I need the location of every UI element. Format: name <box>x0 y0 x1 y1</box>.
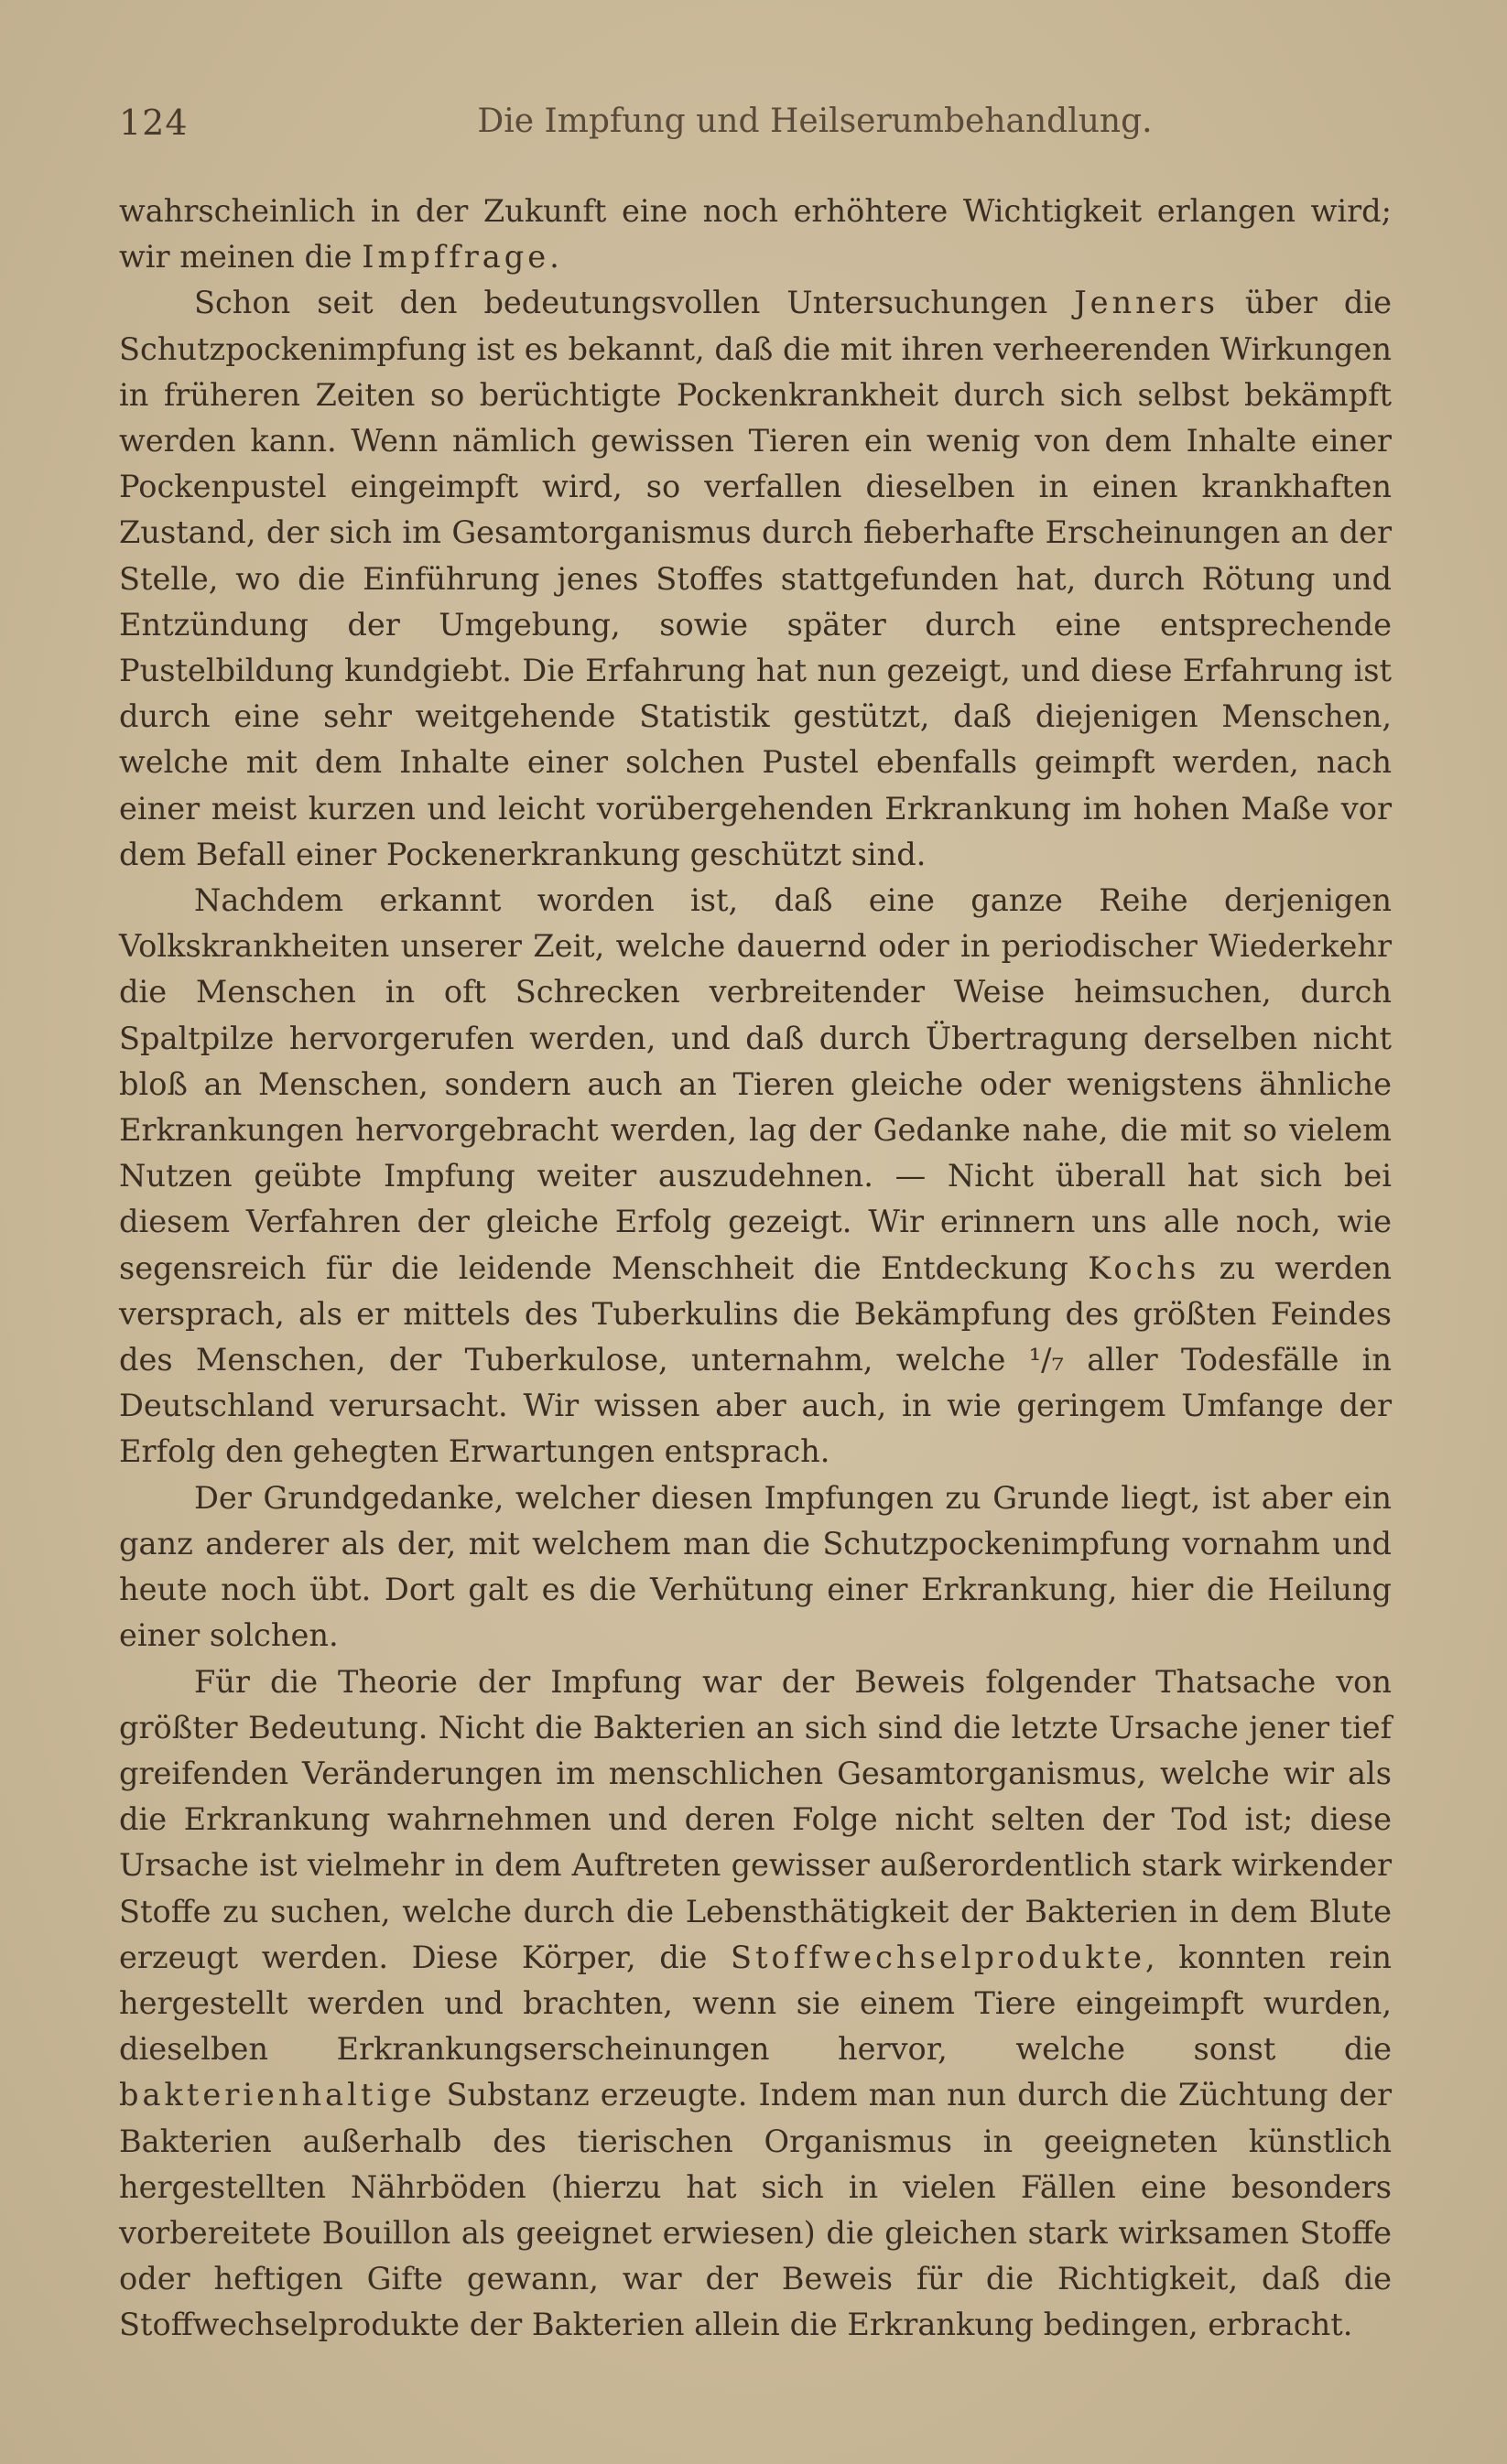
text-run: über die Schutzpockenimpfung ist es bekannt, daß die mit ihren verheerenden Wirkungen in früheren Zeiten so berüchtigte Pockenkrankheit durch sich selbst bekämpft werden kann. Wenn nämlich gewissen Tieren ein wenig von dem Inhalte einer Pockenpustel eingeimpft wird, so verfallen dieselben in einen krankhaften Zustand, der sich im Gesamtorganismus durch fieberhafte Erscheinungen an der Stelle, wo die Einführung jenes Stoffes stattgefunden hat, durch Rötung und Entzündung der Umgebung, sowie später durch eine entsprechende Pustelbildung kundgiebt. Die Erfahrung hat nun gezeigt, und diese Erfahrung ist durch eine sehr weitgehende Statistik gestützt, daß diejenigen Menschen, welche mit dem Inhalte einer solchen Pustel ebenfalls geimpft werden, nach einer meist kurzen und leicht vorübergehenden Erkrankung im hohen Maße vor dem Befall einer Pockenerkrankung geschützt sind. <box>119 285 1392 872</box>
page-number: 124 <box>119 103 189 143</box>
paragraph <box>119 1659 1392 2349</box>
text-run: Der Grundgedanke, welcher diesen Impfungen zu Grunde liegt, ist aber ein ganz anderer als der, mit welchem man die Schutzpockenimpfung vornahm und heute noch übt. Dort galt es die Verhütung einer Erkrankung, hier die Heilung einer solchen. <box>119 1479 1392 1654</box>
emphasized-text: Jenners <box>1074 285 1219 321</box>
paragraph <box>119 1475 1392 1659</box>
text-run: Schon seit den bedeutungsvollen Untersuchungen <box>194 285 1075 321</box>
paragraph <box>119 878 1392 1475</box>
text-run: wahrscheinlich in der Zukunft eine noch erhöhtere Wichtigkeit erlangen wird; wir meinen die <box>119 193 1392 276</box>
paragraph <box>119 280 1392 878</box>
text-run: , konnten rein hergestellt werden und brachten, wenn sie einem Tiere eingeimpft wurden, dieselben Erkrankungserscheinungen hervor, welche sonst die <box>119 1939 1392 2068</box>
text-run: Substanz erzeugte. Indem man nun durch die Züchtung der Bakterien außerhalb des tierischen Organismus in geeigneten künstlich hergestellten Nährböden (hierzu hat sich in vielen Fällen eine besonders vorbereitete Bouillon als geeignet erwiesen) die gleichen stark wirksamen Stoffe oder heftigen Gifte gewann, war der Beweis für die Richtigkeit, daß die Stoffwechselprodukte der Bakterien allein die Erkrankung bedingen, erbracht. <box>119 2077 1392 2343</box>
emphasized-text: bakterienhaltige <box>119 2077 436 2113</box>
body-text <box>119 189 1392 2349</box>
emphasized-text: Stoffwechselprodukte <box>730 1939 1146 1975</box>
text-run: . <box>549 239 559 276</box>
page-header <box>119 99 1390 154</box>
paragraph <box>119 189 1392 280</box>
text-run: Für die Theorie der Impfung war der Beweis folgender Thatsache von größter Bedeutung. Nicht die Bakterien an sich sind die letzte Ursache jener tief greifenden Veränderungen im menschlichen Gesamtorganismus, welche wir als die Erkrankung wahrnehmen und deren Folge nicht selten der Tod ist; diese Ursache ist vielmehr in dem Auftreten gewisser außerordentlich stark wirkender Stoffe zu suchen, welche durch die Lebensthätigkeit der Bakterien in dem Blute erzeugt werden. Diese Körper, die <box>119 1663 1392 1975</box>
text-run: Nachdem erkannt worden ist, daß eine ganze Reihe derjenigen Volkskrankheiten unserer Zeit, welche dauernd oder in periodischer Wiederkehr die Menschen in oft Schrecken verbreitender Weise heimsuchen, durch Spaltpilze hervorgerufen werden, und daß durch Übertragung derselben nicht bloß an Menschen, sondern auch an Tieren gleiche oder wenigstens ähnliche Erkrankungen hervorgebracht werden, lag der Gedanke nahe, die mit so vielem Nutzen geübte Impfung weiter auszudehnen. — Nicht überall hat sich bei diesem Verfahren der gleiche Erfolg gezeigt. Wir erinnern uns alle noch, wie segensreich für die leidende Menschheit die Entdeckung <box>119 882 1392 1286</box>
emphasized-text: Kochs <box>1088 1249 1200 1286</box>
emphasized-text: Impffrage <box>362 239 550 276</box>
running-title: Die Impfung und Heilserumbehandlung. <box>477 103 1153 140</box>
text-run: zu werden versprach, als er mittels des Tuberkulins die Bekämpfung des größten Feindes des Menschen, der Tuberkulose, unternahm, welche ¹/₇ aller Todesfälle in Deutschland verursacht. Wir wissen aber auch, in wie geringem Umfange der Erfolg den gehegten Erwartungen entsprach. <box>119 1249 1392 1470</box>
